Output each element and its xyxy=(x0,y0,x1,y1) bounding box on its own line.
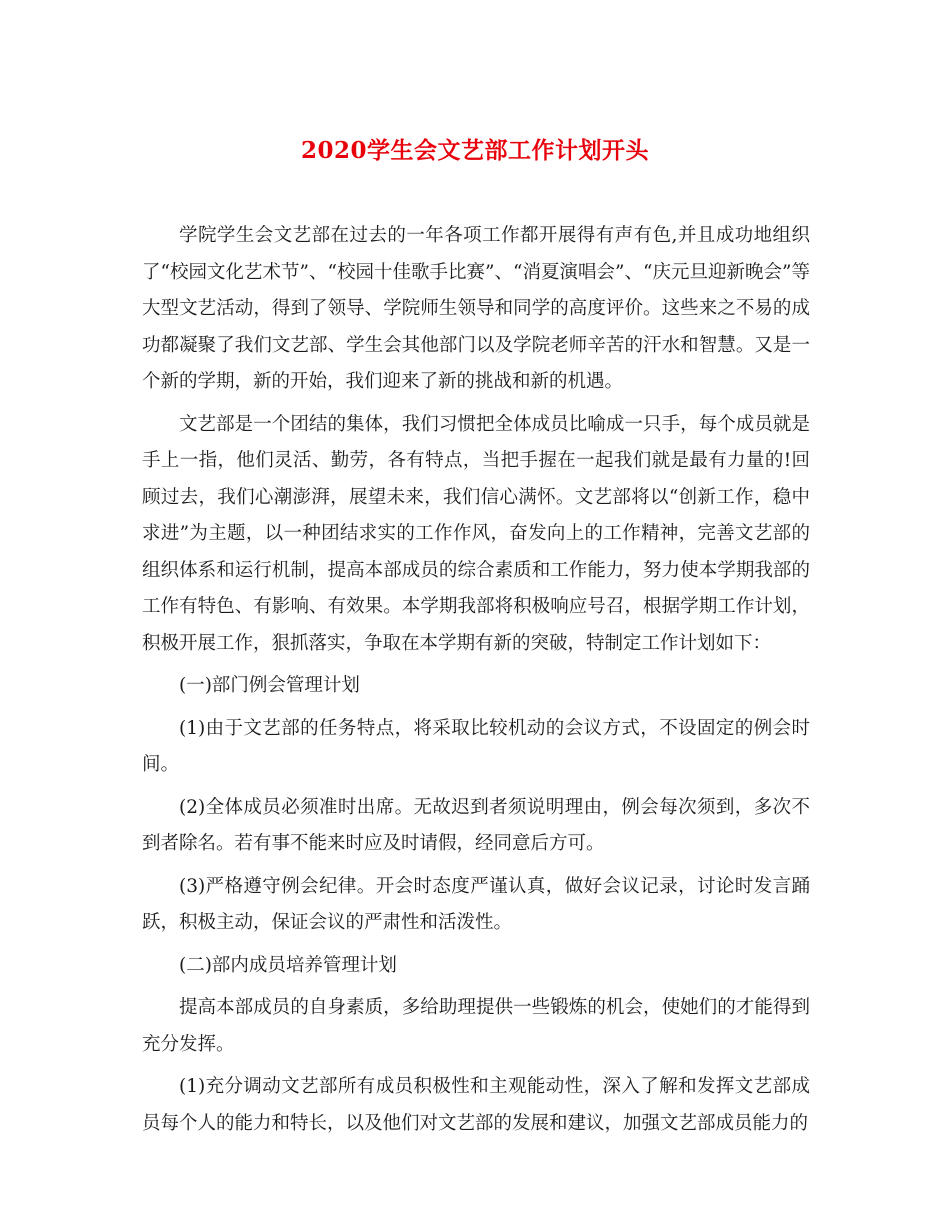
paragraph-intro: 学院学生会文艺部在过去的一年各项工作都开展得有声有色,并且成功地组织了“校园文化艺术节”、“校园十佳歌手比赛”、“消夏演唱会”、“庆元旦迎新晚会”等大型文艺活动，得到了领导、学院师生领导和同学的高度评价。这些来之不易的成功都凝聚了我们文艺部、学生会其他部门以及学院老师辛苦的汗水和智慧。又是一个新的学期，新的开始，我们迎来了新的挑战和新的机遇。 xyxy=(142,225,810,392)
paragraph-meeting-3: (3)严格遵守例会纪律。开会时态度严谨认真，做好会议记录，讨论时发言踊跃，积极主动，保证会议的严肃性和活泼性。 xyxy=(142,875,810,933)
paragraph-team: 文艺部是一个团结的集体，我们习惯把全体成员比喻成一只手，每个成员就是手上一指，他们灵活、勤劳，各有特点，当把手握在一起我们就是最有力量的!回顾过去，我们心潮澎湃，展望未来，我们信心满怀。文艺部将以“创新工作，稳中求进”为主题，以一种团结求实的工作作风，奋发向上的工作精神，完善文艺部的组织体系和运行机制，提高本部成员的综合素质和工作能力，努力使本学期我部的工作有特色、有影响、有效果。本学期我部将积极响应号召，根据学期工作计划，积极开展工作，狠抓落实，争取在本学期有新的突破，特制定工作计划如下： xyxy=(142,413,810,654)
paragraph-training-intro: 提高本部成员的自身素质，多给助理提供一些锻炼的机会，使她们的才能得到充分发挥。 xyxy=(142,997,810,1055)
document-title: 2020学生会文艺部工作计划开头 xyxy=(300,137,649,164)
section-heading-meeting: (一)部门例会管理计划 xyxy=(179,675,360,696)
paragraph-training-1: (1)充分调动文艺部所有成员积极性和主观能动性，深入了解和发挥文艺部成员每个人的能力和特长，以及他们对文艺部的发展和建议，加强文艺部成员能力的 xyxy=(142,1076,810,1134)
paragraph-meeting-1: (1)由于文艺部的任务特点，将采取比较机动的会议方式，不设固定的例会时间。 xyxy=(142,717,810,775)
paragraph-meeting-2: (2)全体成员必须准时出席。无故迟到者须说明理由，例会每次须到，多次不到者除名。若有事不能来时应及时请假，经同意后方可。 xyxy=(142,796,810,854)
document-body xyxy=(142,218,810,1148)
section-heading-training: (二)部内成员培养管理计划 xyxy=(179,954,397,976)
